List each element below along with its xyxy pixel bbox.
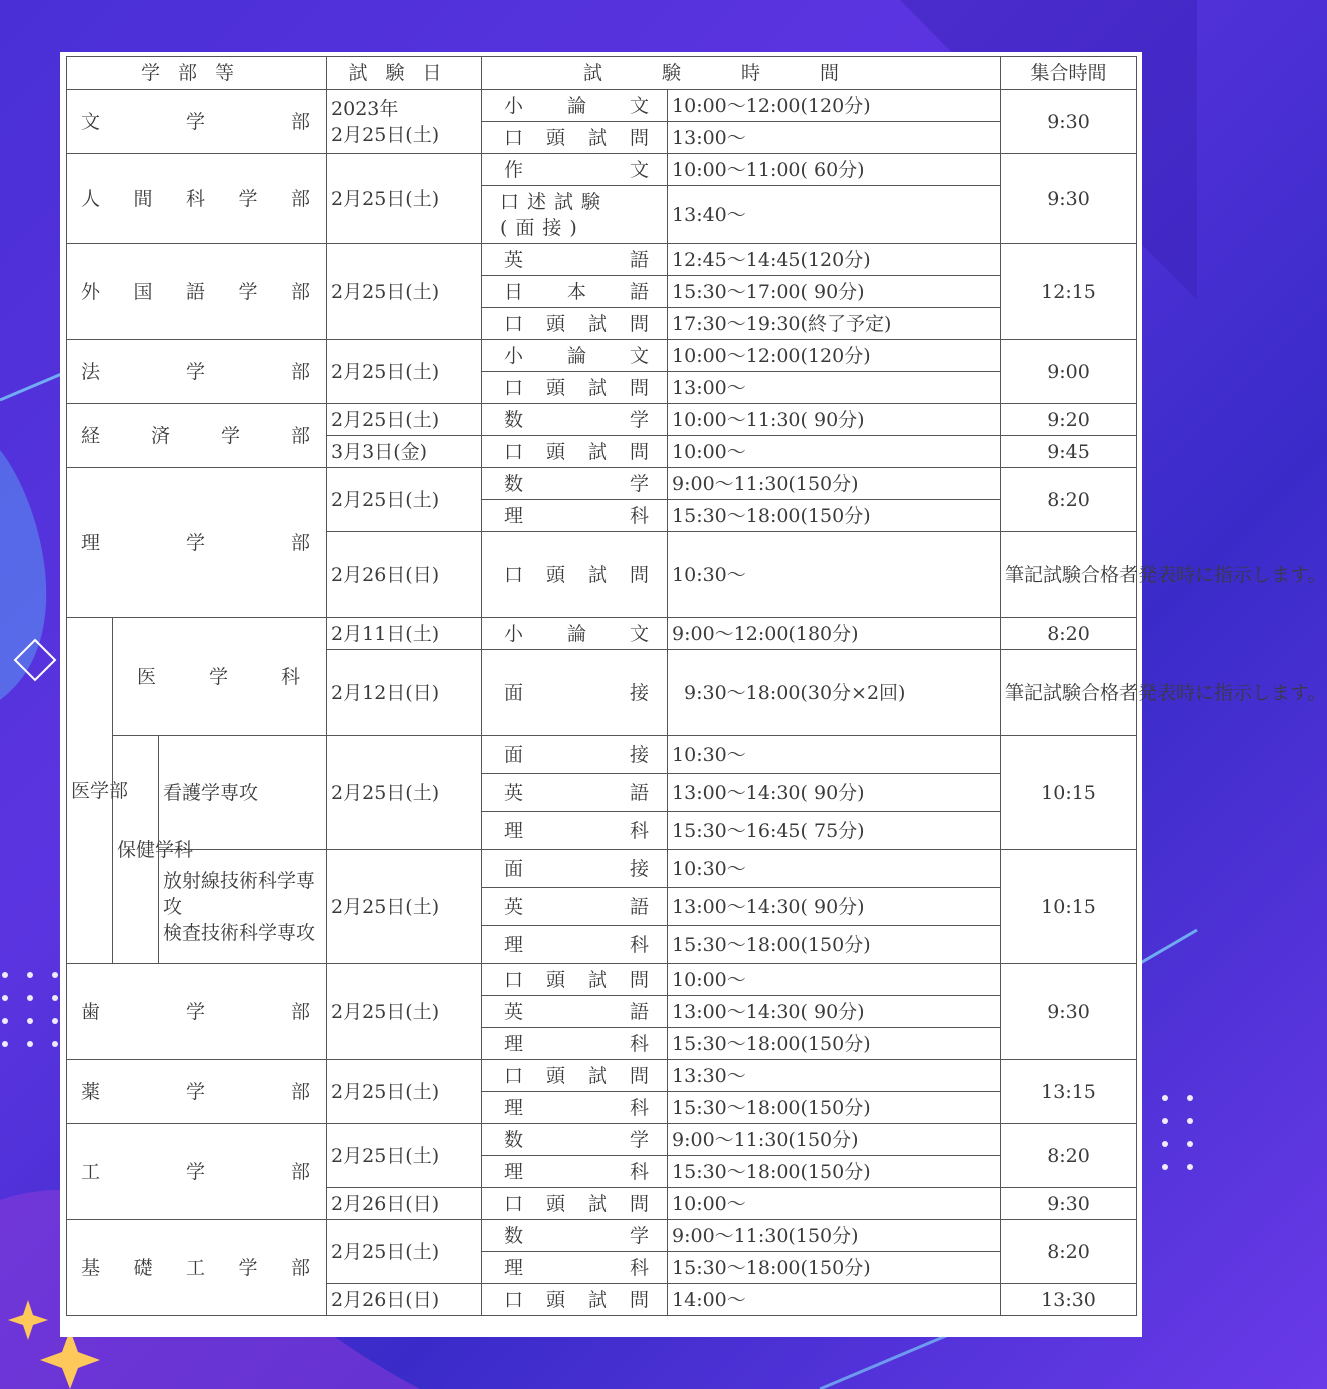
gather-cell: 12:15 bbox=[1001, 244, 1137, 340]
subject-label: 理 科 bbox=[504, 1096, 650, 1119]
faculty-label: 理 学 部 bbox=[81, 531, 313, 554]
subject-label: 面 接 bbox=[504, 681, 650, 704]
date-cell: 2月26日(日) bbox=[327, 532, 482, 618]
subject-cell bbox=[482, 308, 668, 340]
subject-label: 英 語 bbox=[504, 895, 650, 918]
note-cell: 筆記試験合格者発表時に指示します。 bbox=[1001, 650, 1137, 736]
time-cell: 9:00〜11:30(150分) bbox=[668, 1220, 1001, 1252]
subject-cell bbox=[482, 774, 668, 812]
subject-cell bbox=[482, 1028, 668, 1060]
table-row bbox=[67, 1060, 1137, 1092]
subject-cell: 口述試験 (面接) bbox=[482, 186, 668, 244]
subject-label: 面 接 bbox=[504, 743, 650, 766]
time-cell: 9:30〜18:00(30分×2回) bbox=[668, 650, 1001, 736]
subject-label: 口 頭 試 問 bbox=[504, 1064, 649, 1087]
faculty-kou bbox=[67, 1124, 327, 1220]
note-cell: 筆記試験合格者発表時に指示します。 bbox=[1001, 532, 1137, 618]
time-cell: 15:30〜18:00(150分) bbox=[668, 1252, 1001, 1284]
table-row bbox=[67, 964, 1137, 996]
subject-label: 口 頭 試 問 bbox=[504, 968, 649, 991]
subject-label: 英 語 bbox=[504, 1000, 650, 1023]
subject-label: 数 学 bbox=[504, 1224, 650, 1247]
gather-cell: 9:30 bbox=[1001, 90, 1137, 154]
subject-cell bbox=[482, 964, 668, 996]
gather-cell: 13:15 bbox=[1001, 1060, 1137, 1124]
subject-label: 英 語 bbox=[504, 248, 650, 271]
header-faculty: 学部等 bbox=[67, 57, 327, 90]
time-cell: 10:30〜 bbox=[668, 736, 1001, 774]
subject-cell bbox=[482, 1188, 668, 1220]
subject-cell bbox=[482, 888, 668, 926]
time-cell: 14:00〜 bbox=[668, 1284, 1001, 1316]
table-row bbox=[67, 404, 1137, 436]
date-cell: 2月25日(土) bbox=[327, 244, 482, 340]
header-date: 試験日 bbox=[327, 57, 482, 90]
subject-cell bbox=[482, 618, 668, 650]
subject-cell bbox=[482, 736, 668, 774]
subject-label: 小 論 文 bbox=[504, 622, 649, 645]
gather-cell: 9:30 bbox=[1001, 964, 1137, 1060]
gather-cell: 9:30 bbox=[1001, 154, 1137, 244]
subject-label: 数 学 bbox=[504, 472, 650, 495]
subject-cell bbox=[482, 996, 668, 1028]
table-row bbox=[67, 340, 1137, 372]
faculty-label: 歯 学 部 bbox=[81, 1000, 313, 1023]
date-cell: 2月25日(土) bbox=[327, 1220, 482, 1284]
time-cell: 10:30〜 bbox=[668, 850, 1001, 888]
subject-label: 口 頭 試 問 bbox=[504, 376, 649, 399]
subject-label: 理 科 bbox=[504, 1160, 650, 1183]
date-cell: 2月25日(土) bbox=[327, 1060, 482, 1124]
faculty-label: 薬 学 部 bbox=[81, 1080, 313, 1103]
table-row bbox=[67, 618, 1137, 650]
dept-label: 医 学 科 bbox=[137, 665, 303, 688]
time-cell: 13:40〜 bbox=[668, 186, 1001, 244]
exam-schedule-sheet bbox=[60, 52, 1327, 1337]
subject-cell bbox=[482, 1284, 668, 1316]
header-gather: 集合時間 bbox=[1001, 57, 1137, 90]
subject-label: 理 科 bbox=[504, 504, 650, 527]
gather-cell: 8:20 bbox=[1001, 1124, 1137, 1188]
major-houshasen: 放射線技術科学専攻 検査技術科学専攻 bbox=[159, 850, 327, 964]
faculty-label: 経 済 学 部 bbox=[81, 424, 313, 447]
date-cell: 2月25日(土) bbox=[327, 340, 482, 404]
subject-cell bbox=[482, 372, 668, 404]
time-cell: 9:00〜11:30(150分) bbox=[668, 468, 1001, 500]
time-cell: 10:00〜 bbox=[668, 1188, 1001, 1220]
time-cell: 10:30〜 bbox=[668, 532, 1001, 618]
subject-cell bbox=[482, 650, 668, 736]
subject-label: 口 頭 試 問 bbox=[504, 440, 649, 463]
date-cell: 2月26日(日) bbox=[327, 1188, 482, 1220]
date-cell: 2月11日(土) bbox=[327, 618, 482, 650]
faculty-label: 文 学 部 bbox=[81, 110, 313, 133]
gather-cell: 8:20 bbox=[1001, 468, 1137, 532]
time-cell: 13:00〜 bbox=[668, 122, 1001, 154]
subject-cell bbox=[482, 404, 668, 436]
gather-cell: 8:20 bbox=[1001, 618, 1137, 650]
gather-cell: 9:00 bbox=[1001, 340, 1137, 404]
time-cell: 13:00〜14:30( 90分) bbox=[668, 774, 1001, 812]
subject-cell bbox=[482, 340, 668, 372]
faculty-igaku: 医学部 bbox=[67, 618, 113, 964]
time-cell: 10:00〜11:30( 90分) bbox=[668, 404, 1001, 436]
subject-label: 理 科 bbox=[504, 1032, 650, 1055]
table-row bbox=[67, 154, 1137, 186]
time-cell: 13:00〜 bbox=[668, 372, 1001, 404]
subject-label: 英 語 bbox=[504, 781, 650, 804]
subject-cell bbox=[482, 276, 668, 308]
date-cell: 2月25日(土) bbox=[327, 404, 482, 436]
date-cell: 2023年 2月25日(土) bbox=[327, 90, 482, 154]
dept-igakka bbox=[113, 618, 327, 736]
major-kango: 看護学専攻 bbox=[159, 736, 327, 850]
date-cell: 2月25日(土) bbox=[327, 468, 482, 532]
date-cell: 2月25日(土) bbox=[327, 736, 482, 850]
subject-label: 口 頭 試 問 bbox=[504, 1288, 649, 1311]
table-row bbox=[67, 244, 1137, 276]
subject-label: 口 頭 試 問 bbox=[504, 312, 649, 335]
faculty-shi bbox=[67, 964, 327, 1060]
subject-label: 小 論 文 bbox=[504, 344, 649, 367]
gather-cell: 10:15 bbox=[1001, 736, 1137, 850]
time-cell: 9:00〜12:00(180分) bbox=[668, 618, 1001, 650]
gather-cell: 9:30 bbox=[1001, 1188, 1137, 1220]
subject-cell bbox=[482, 1060, 668, 1092]
faculty-label: 外 国 語 学 部 bbox=[81, 280, 313, 303]
header-row bbox=[67, 57, 1137, 90]
subject-label: 理 科 bbox=[504, 933, 650, 956]
subject-cell bbox=[482, 500, 668, 532]
header-time: 試験時間 bbox=[482, 57, 1001, 90]
time-cell: 13:00〜14:30( 90分) bbox=[668, 888, 1001, 926]
subject-label: 小 論 文 bbox=[504, 94, 649, 117]
subject-label: 口 頭 試 問 bbox=[504, 126, 649, 149]
date-cell: 2月25日(土) bbox=[327, 850, 482, 964]
subject-label: 理 科 bbox=[504, 1256, 650, 1279]
faculty-hou bbox=[67, 340, 327, 404]
time-cell: 10:00〜 bbox=[668, 436, 1001, 468]
date-cell: 2月25日(土) bbox=[327, 964, 482, 1060]
table-row bbox=[67, 1220, 1137, 1252]
time-cell: 15:30〜18:00(150分) bbox=[668, 1156, 1001, 1188]
time-cell: 15:30〜18:00(150分) bbox=[668, 500, 1001, 532]
faculty-label: 法 学 部 bbox=[81, 360, 313, 383]
subject-cell bbox=[482, 1252, 668, 1284]
time-cell: 15:30〜18:00(150分) bbox=[668, 1092, 1001, 1124]
time-cell: 17:30〜19:30(終了予定) bbox=[668, 308, 1001, 340]
subject-label: 数 学 bbox=[504, 408, 650, 431]
subject-cell bbox=[482, 812, 668, 850]
faculty-ningen bbox=[67, 154, 327, 244]
subject-label: 日 本 語 bbox=[504, 280, 649, 303]
subject-label: 面 接 bbox=[504, 857, 650, 880]
faculty-gaikoku bbox=[67, 244, 327, 340]
faculty-kiso bbox=[67, 1220, 327, 1316]
time-cell: 10:00〜12:00(120分) bbox=[668, 90, 1001, 122]
time-cell: 12:45〜14:45(120分) bbox=[668, 244, 1001, 276]
table-row bbox=[67, 850, 1137, 888]
subject-cell bbox=[482, 1092, 668, 1124]
dept-hoken: 保健学科 bbox=[113, 736, 159, 964]
subject-label: 口 頭 試 問 bbox=[504, 1192, 649, 1215]
date-cell: 2月26日(日) bbox=[327, 1284, 482, 1316]
subject-cell bbox=[482, 1124, 668, 1156]
time-cell: 15:30〜17:00( 90分) bbox=[668, 276, 1001, 308]
subject-cell bbox=[482, 468, 668, 500]
date-cell: 2月25日(土) bbox=[327, 1124, 482, 1188]
time-cell: 10:00〜11:00( 60分) bbox=[668, 154, 1001, 186]
subject-cell bbox=[482, 1156, 668, 1188]
subject-label: 作 文 bbox=[504, 158, 650, 181]
faculty-label: 人 間 科 学 部 bbox=[81, 187, 313, 210]
date-cell: 3月3日(金) bbox=[327, 436, 482, 468]
date-cell: 2月12日(日) bbox=[327, 650, 482, 736]
faculty-yaku bbox=[67, 1060, 327, 1124]
exam-schedule-table bbox=[66, 56, 1327, 1316]
subject-label: 数 学 bbox=[504, 1128, 650, 1151]
subject-cell bbox=[482, 1220, 668, 1252]
subject-label: 理 科 bbox=[504, 819, 650, 842]
subject-label: 口 頭 試 問 bbox=[504, 563, 649, 586]
faculty-ri bbox=[67, 468, 327, 618]
faculty-keizai bbox=[67, 404, 327, 468]
subject-cell bbox=[482, 436, 668, 468]
table-row bbox=[67, 90, 1137, 122]
time-cell: 10:00〜12:00(120分) bbox=[668, 340, 1001, 372]
time-cell: 13:00〜14:30( 90分) bbox=[668, 996, 1001, 1028]
gather-cell: 13:30 bbox=[1001, 1284, 1137, 1316]
gather-cell: 8:20 bbox=[1001, 1220, 1137, 1284]
subject-cell bbox=[482, 244, 668, 276]
subject-cell bbox=[482, 154, 668, 186]
gather-cell: 9:20 bbox=[1001, 404, 1137, 436]
date-cell: 2月25日(土) bbox=[327, 154, 482, 244]
time-cell: 15:30〜18:00(150分) bbox=[668, 926, 1001, 964]
subject-cell bbox=[482, 532, 668, 618]
time-cell: 9:00〜11:30(150分) bbox=[668, 1124, 1001, 1156]
time-cell: 10:00〜 bbox=[668, 964, 1001, 996]
gather-cell: 10:15 bbox=[1001, 850, 1137, 964]
gather-cell: 9:45 bbox=[1001, 436, 1137, 468]
faculty-label: 工 学 部 bbox=[81, 1160, 313, 1183]
table-row bbox=[67, 1124, 1137, 1156]
subject-cell bbox=[482, 926, 668, 964]
faculty-label: 基 礎 工 学 部 bbox=[81, 1256, 313, 1279]
subject-cell bbox=[482, 90, 668, 122]
time-cell: 13:30〜 bbox=[668, 1060, 1001, 1092]
subject-cell bbox=[482, 122, 668, 154]
time-cell: 15:30〜18:00(150分) bbox=[668, 1028, 1001, 1060]
subject-cell bbox=[482, 850, 668, 888]
table-row bbox=[67, 468, 1137, 500]
table-row bbox=[67, 736, 1137, 774]
faculty-bungaku bbox=[67, 90, 327, 154]
time-cell: 15:30〜16:45( 75分) bbox=[668, 812, 1001, 850]
